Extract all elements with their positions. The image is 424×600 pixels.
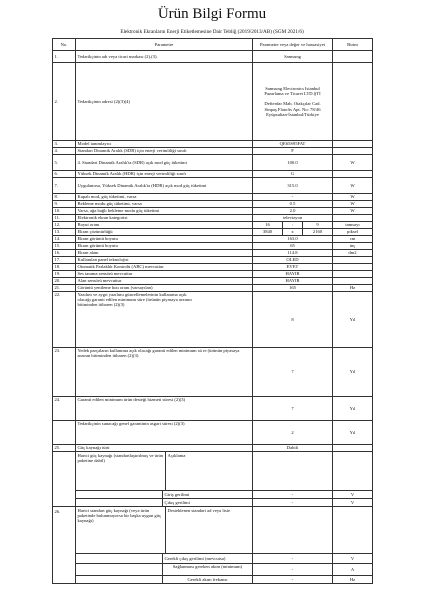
header-value: Parametre veya değer ve hassasiyet — [253, 39, 333, 51]
table-row: 2. Tedarikçinin adresi (2)(3)(4) Samsung Electronics Istanbul Pazarlama ve Ticaret LTD.ŞTİ Defterdar Mah. Otakçılar Cad. Sinpaş Flatofis Apt. No: 78/46 Eyüpsultan-İstanbul/Türkiye — [53, 63, 373, 141]
table-row: Gerekli akım frekansı - Hz — [53, 576, 373, 584]
product-info-table — [52, 38, 373, 584]
table-row: 5. 4. Standart Dinamik Aralık'ta (SDR) açık mod güç tüketimi 100.0 W — [53, 155, 373, 171]
table-row: 25. Güç kaynağı türü Dahili — [53, 445, 373, 452]
table-row: 23. Yedek parçaların kullanıma açık olacağı garanti edilen minimum sü re (ürünün piyasaya arzının bitiminden itibaren (2)(3) 7 Yıl — [53, 348, 373, 397]
table-row: 3. Model tanımlayıcı QE65S95FAT — [53, 141, 373, 148]
header-unit: Birim — [333, 39, 373, 51]
table-row: 13. Ekran çözünürlüğü 3840 x 2160 piksel — [53, 229, 373, 236]
table-row: Sağlanması gereken akım (minimum) - A — [53, 564, 373, 576]
table-row: 21. Görüntü yenileme hızı oranı (varsayılan) 165 Hz — [53, 285, 373, 292]
table-row: 7. Uygulanırsa, Yüksek Dinamik Aralık'ta (HDR) açık mod güç tüketimi 315.0 W — [53, 178, 373, 194]
table-row: 15. Ekran görüntü boyutu 65 inç — [53, 243, 373, 250]
table-row: 17. Kullanılan panel teknolojisi OLED — [53, 257, 373, 264]
supplier-address: Samsung Electronics Istanbul Pazarlama ve Ticaret LTD.ŞTİ Defterdar Mah. Otakçılar Cad. Sinpaş Flatofis Apt. No: 78/46 Eyüpsultan-İstanbul/Türkiye — [253, 63, 333, 141]
table-row: 24. Garanti edilen minimum ürün desteği hizmeti süresi (2)(3) 7 Yıl — [53, 397, 373, 421]
table-row: 14. Ekran görüntü boyutu 163.0 cm — [53, 236, 373, 243]
header-param: Parametre — [76, 39, 253, 51]
table-row: 9. Bekleme modu güç tüketimi, varsa 0.5 W — [53, 201, 373, 208]
table-row: 8. Kapalı mod, güç tüketimi, varsa - W — [53, 194, 373, 201]
header-row — [53, 39, 373, 51]
table-row: 19. Ses tanıma sensörü mevcuttur HAYIR — [53, 271, 373, 278]
header-no: No. — [53, 39, 76, 51]
form-subtitle: Elektronik Ekranların Enerji Etiketlemesine Dair Tebliğ (2019/2013/AB) (SGM 2021/6) — [120, 29, 304, 35]
table-row: Giriş gerilimi - V — [53, 491, 373, 499]
table-row: Çıkış gerilimi - V — [53, 499, 373, 507]
table-row: 26. Harici standart güç kaynağı (veya ürün paketinde bulunmuyorsa bir başka uygun güç kaynağı) Desteklenen standart ad veya liste — [53, 507, 373, 554]
table-row: 12. Boyut oranı 16 : 9 tamsayı — [53, 222, 373, 229]
table-row: 1. Tedarikçinin adı veya ticari markası (2),(3). Samsung — [53, 51, 373, 63]
form-title: Ürün Bilgi Formu — [157, 6, 267, 22]
table-row: 4. Standart Dinamik Aralık (SDR) için enerji verimliliği sınıfı F — [53, 148, 373, 155]
table-row: 22. Yazılım ve aygıt yazılımı güncellemelerinin kullanıma açık olacağı garanti edilen minimum süre (ürünün piyasaya arzının bitiminden itibaren (2)(3) 8 Yıl — [53, 292, 373, 348]
table-row: 18. Otomatik Parlaklık Kontrolü (ABC) mevcuttur EVET — [53, 264, 373, 271]
table-row: 11. Elektronik ekran kategorisi televizyon — [53, 215, 373, 222]
table-row: Gerekli çıkış gerilimi (mevcutsa) - V — [53, 554, 373, 564]
table-row: 10. Varsa, ağa bağlı bekleme modu güç tüketimi 2.0 W — [53, 208, 373, 215]
table-row: Harici güç kaynağı (standartlaştırılmış ve ürün paketine dahil) Açıklama — [53, 452, 373, 491]
table-row: 6. Yüksek Dinamik Aralık (HDR) için enerji verimliliği sınıfı G — [53, 171, 373, 178]
table-row: 20. Alan sensörü mevcuttur HAYIR — [53, 278, 373, 285]
table-row: 16. Ekran alanı 114.8 dm2 — [53, 250, 373, 257]
product-info-table-wrapper — [52, 38, 372, 584]
table-row: Tedarikçinin sunacağı genel garantinin asgari süresi (2)(3) 2 Yıl — [53, 421, 373, 445]
